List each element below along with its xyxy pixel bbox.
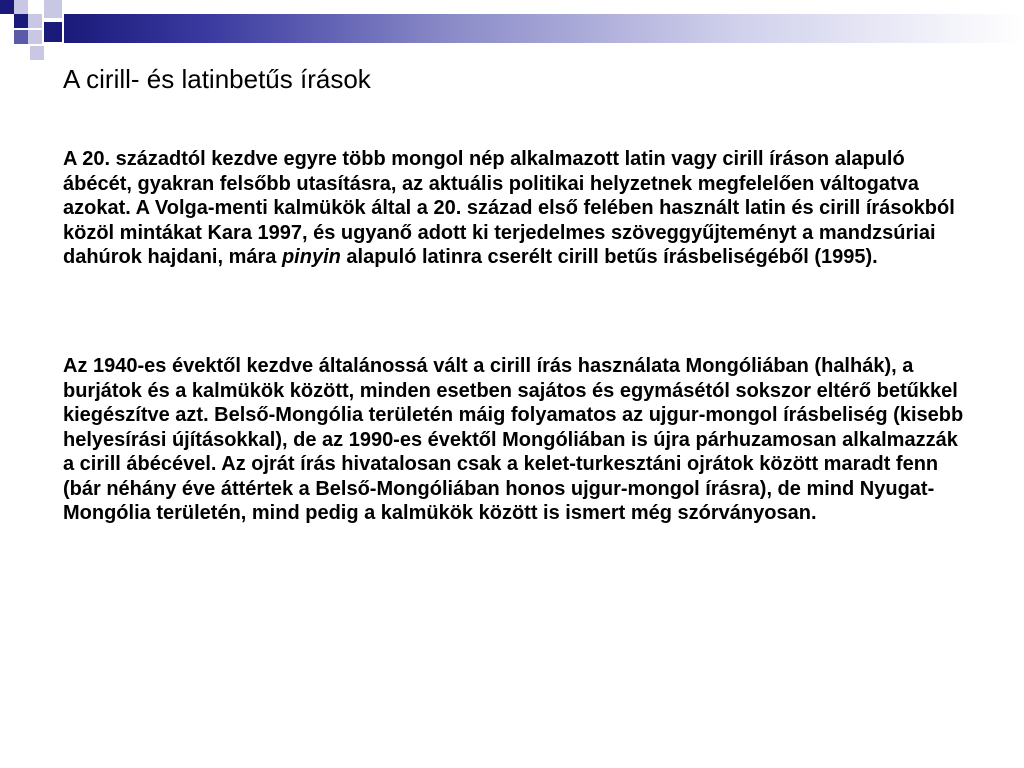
decor-square-2 [14, 0, 28, 14]
paragraph-1-text-before: A 20. századtól kezdve egyre több mongol nép alkalmazott latin vagy cirill íráson alapuló ábécét, gyakran felsőbb utasításra, az aktuális politikai helyzetnek megfelelően váltogatva azokat. A Volga-menti kalmükök által a 20. század első felében használt latin és cirill írásokból közöl mintákat Kara 1997, és ugyanő adott ki terjedelmes szöveggyűjteményt a mandzsúriai dahúrok hajdani, mára [63, 148, 955, 268]
decor-square-5 [44, 0, 62, 18]
decor-square-9 [30, 46, 44, 60]
paragraph-2: Az 1940-es évektől kezdve általánossá vált a cirill írás használata Mongóliában (halhák), a burjátok és a kalmükök között, minden esetben sajátos és egymásétól sokszor eltérő betűkkel kiegészítve azt. Belső-Mongólia területén máig folyamatos az ujgur-mongol írásbeliség (kisebb helyesírási újításokkal), de az 1990-es évektől Mongóliában is újra párhuzamosan alkalmazzák a cirill ábécével. Az ojrát írás hivatalosan csak a kelet-turkesztáni ojrátok között maradt fenn (bár néhány éve áttértek a Belső-Mongóliában honos ujgur-mongol írásra), de mind Nyugat-Mongólia területén, mind pedig a kalmükök között is ismert még szórványosan. [63, 355, 964, 524]
decor-square-7 [28, 30, 42, 44]
decor-square-4 [28, 14, 42, 28]
paragraph-1 [63, 147, 968, 270]
decor-square-6 [44, 22, 62, 42]
decor-square-8 [14, 30, 28, 44]
paragraph-1-text-after: alapuló latinra cserélt cirill betűs írásbeliségéből (1995). [340, 246, 878, 268]
decor-square-1 [0, 0, 14, 14]
header-gradient-bar [64, 14, 1024, 43]
paragraph-1-italic-term: pinyin [281, 246, 341, 268]
decor-square-3 [14, 14, 28, 28]
slide-title: A cirill- és latinbetűs írások [63, 64, 371, 94]
